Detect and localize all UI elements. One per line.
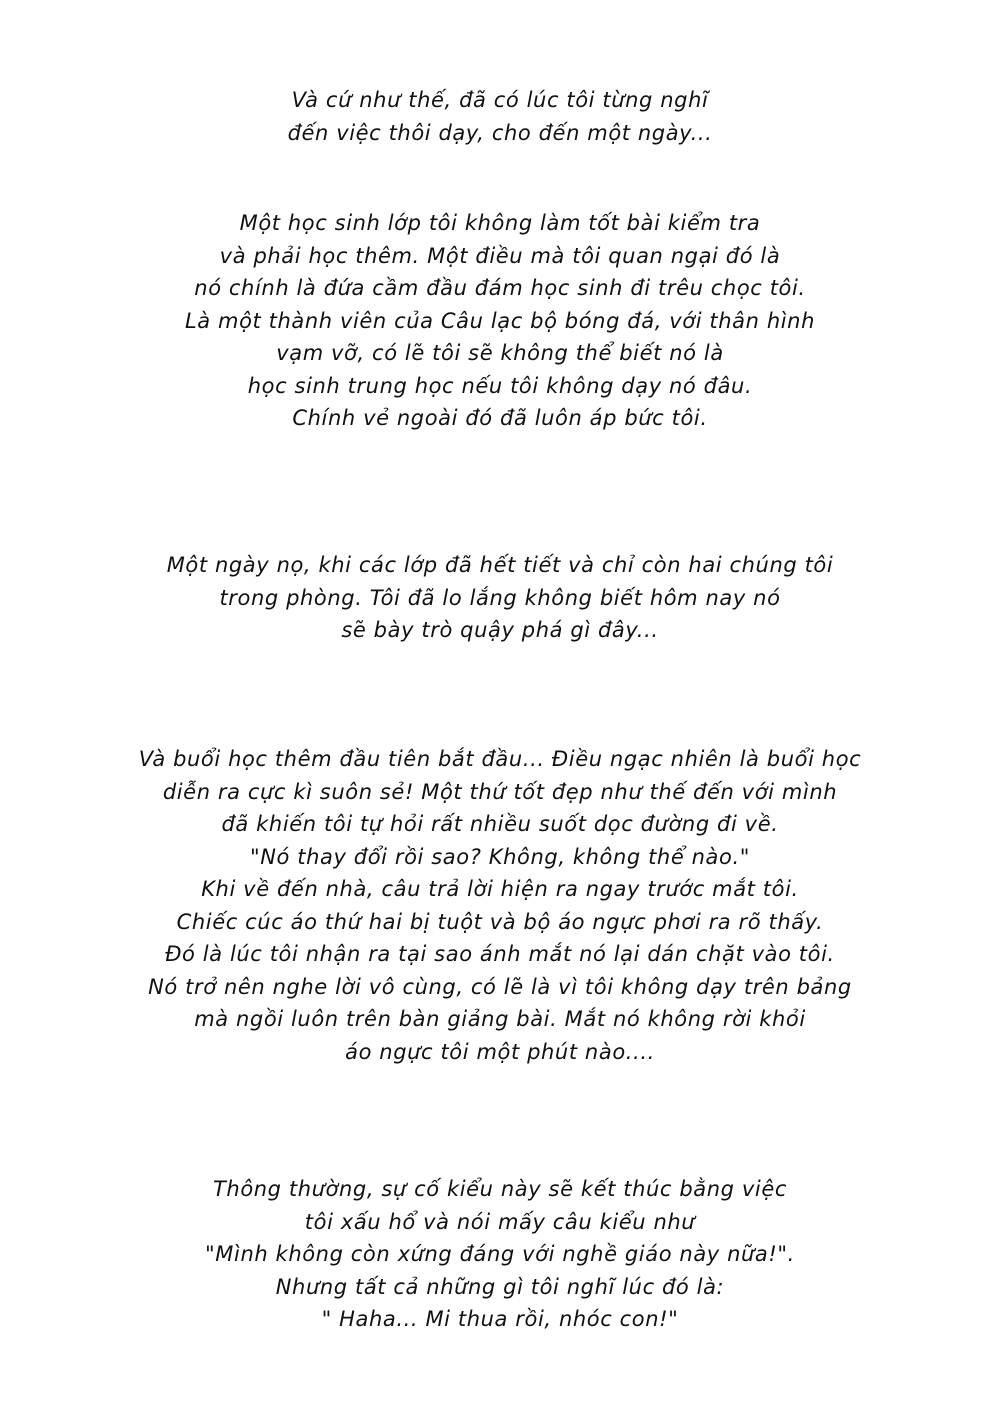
text-line: Thông thường, sự cố kiểu này sẽ kết thúc bằng việc bbox=[212, 1177, 787, 1201]
text-line: vạm vỡ, có lẽ tôi sẽ không thể biết nó là bbox=[276, 341, 724, 365]
text-line: áo ngực tôi một phút nào.... bbox=[345, 1039, 655, 1064]
paragraph-2 bbox=[40, 207, 960, 435]
text-line: Là một thành viên của Câu lạc bộ bóng đá, với thân hình bbox=[184, 308, 815, 333]
text-line: học sinh trung học nếu tôi không dạy nó đâu. bbox=[247, 373, 753, 398]
text-line: Nó trở nên nghe lời vô cùng, có lẽ là vì tôi không dạy trên bảng bbox=[148, 974, 852, 999]
text-line: Và cứ như thế, đã có lúc tôi từng nghĩ bbox=[291, 88, 709, 112]
paragraph-5 bbox=[40, 1173, 960, 1336]
text-line: Và buổi học thêm đầu tiên bắt đầu... Điều ngạc nhiên là buổi học bbox=[138, 747, 862, 771]
text-line: diễn ra cực kì suôn sẻ! Một thứ tốt đẹp như thế đến với mình bbox=[162, 779, 838, 804]
text-line: Khi về đến nhà, câu trả lời hiện ra ngay trước mắt tôi. bbox=[201, 877, 799, 901]
text-line: sẽ bày trò quậy phá gì đây... bbox=[341, 618, 659, 642]
text-line: Chính vẻ ngoài đó đã luôn áp bức tôi. bbox=[292, 406, 708, 430]
text-line: "Mình không còn xứng đáng với nghề giáo này nữa!". bbox=[205, 1242, 795, 1266]
text-line: Một ngày nọ, khi các lớp đã hết tiết và chỉ còn hai chúng tôi bbox=[166, 553, 834, 577]
text-line: trong phòng. Tôi đã lo lắng không biết hôm nay nó bbox=[219, 585, 781, 610]
text-line: tôi xấu hổ và nói mấy câu kiểu như bbox=[304, 1209, 696, 1234]
text-line: nó chính là đứa cầm đầu đám học sinh đi trêu chọc tôi. bbox=[194, 276, 806, 300]
text-line: Một học sinh lớp tôi không làm tốt bài kiểm tra bbox=[239, 211, 761, 235]
text-line: và phải học thêm. Một điều mà tôi quan ngại đó là bbox=[219, 243, 781, 268]
text-line: Nhưng tất cả những gì tôi nghĩ lúc đó là: bbox=[275, 1274, 725, 1299]
paragraph-1 bbox=[40, 84, 960, 149]
text-line: mà ngồi luôn trên bàn giảng bài. Mắt nó không rời khỏi bbox=[194, 1007, 806, 1031]
text-line: Chiếc cúc áo thứ hai bị tuột và bộ áo ngực phơi ra rõ thấy. bbox=[176, 909, 824, 934]
paragraph-3 bbox=[40, 549, 960, 647]
text-line: "Nó thay đổi rồi sao? Không, không thể nào." bbox=[249, 844, 751, 869]
text-line: " Haha... Mi thua rồi, nhóc con!" bbox=[321, 1307, 679, 1331]
paragraph-4 bbox=[40, 743, 960, 1068]
text-line: đã khiến tôi tự hỏi rất nhiều suốt dọc đường đi về. bbox=[221, 812, 779, 836]
text-line: Đó là lúc tôi nhận ra tại sao ánh mắt nó lại dán chặt vào tôi. bbox=[165, 942, 835, 966]
text-line: đến việc thôi dạy, cho đến một ngày... bbox=[287, 120, 713, 145]
